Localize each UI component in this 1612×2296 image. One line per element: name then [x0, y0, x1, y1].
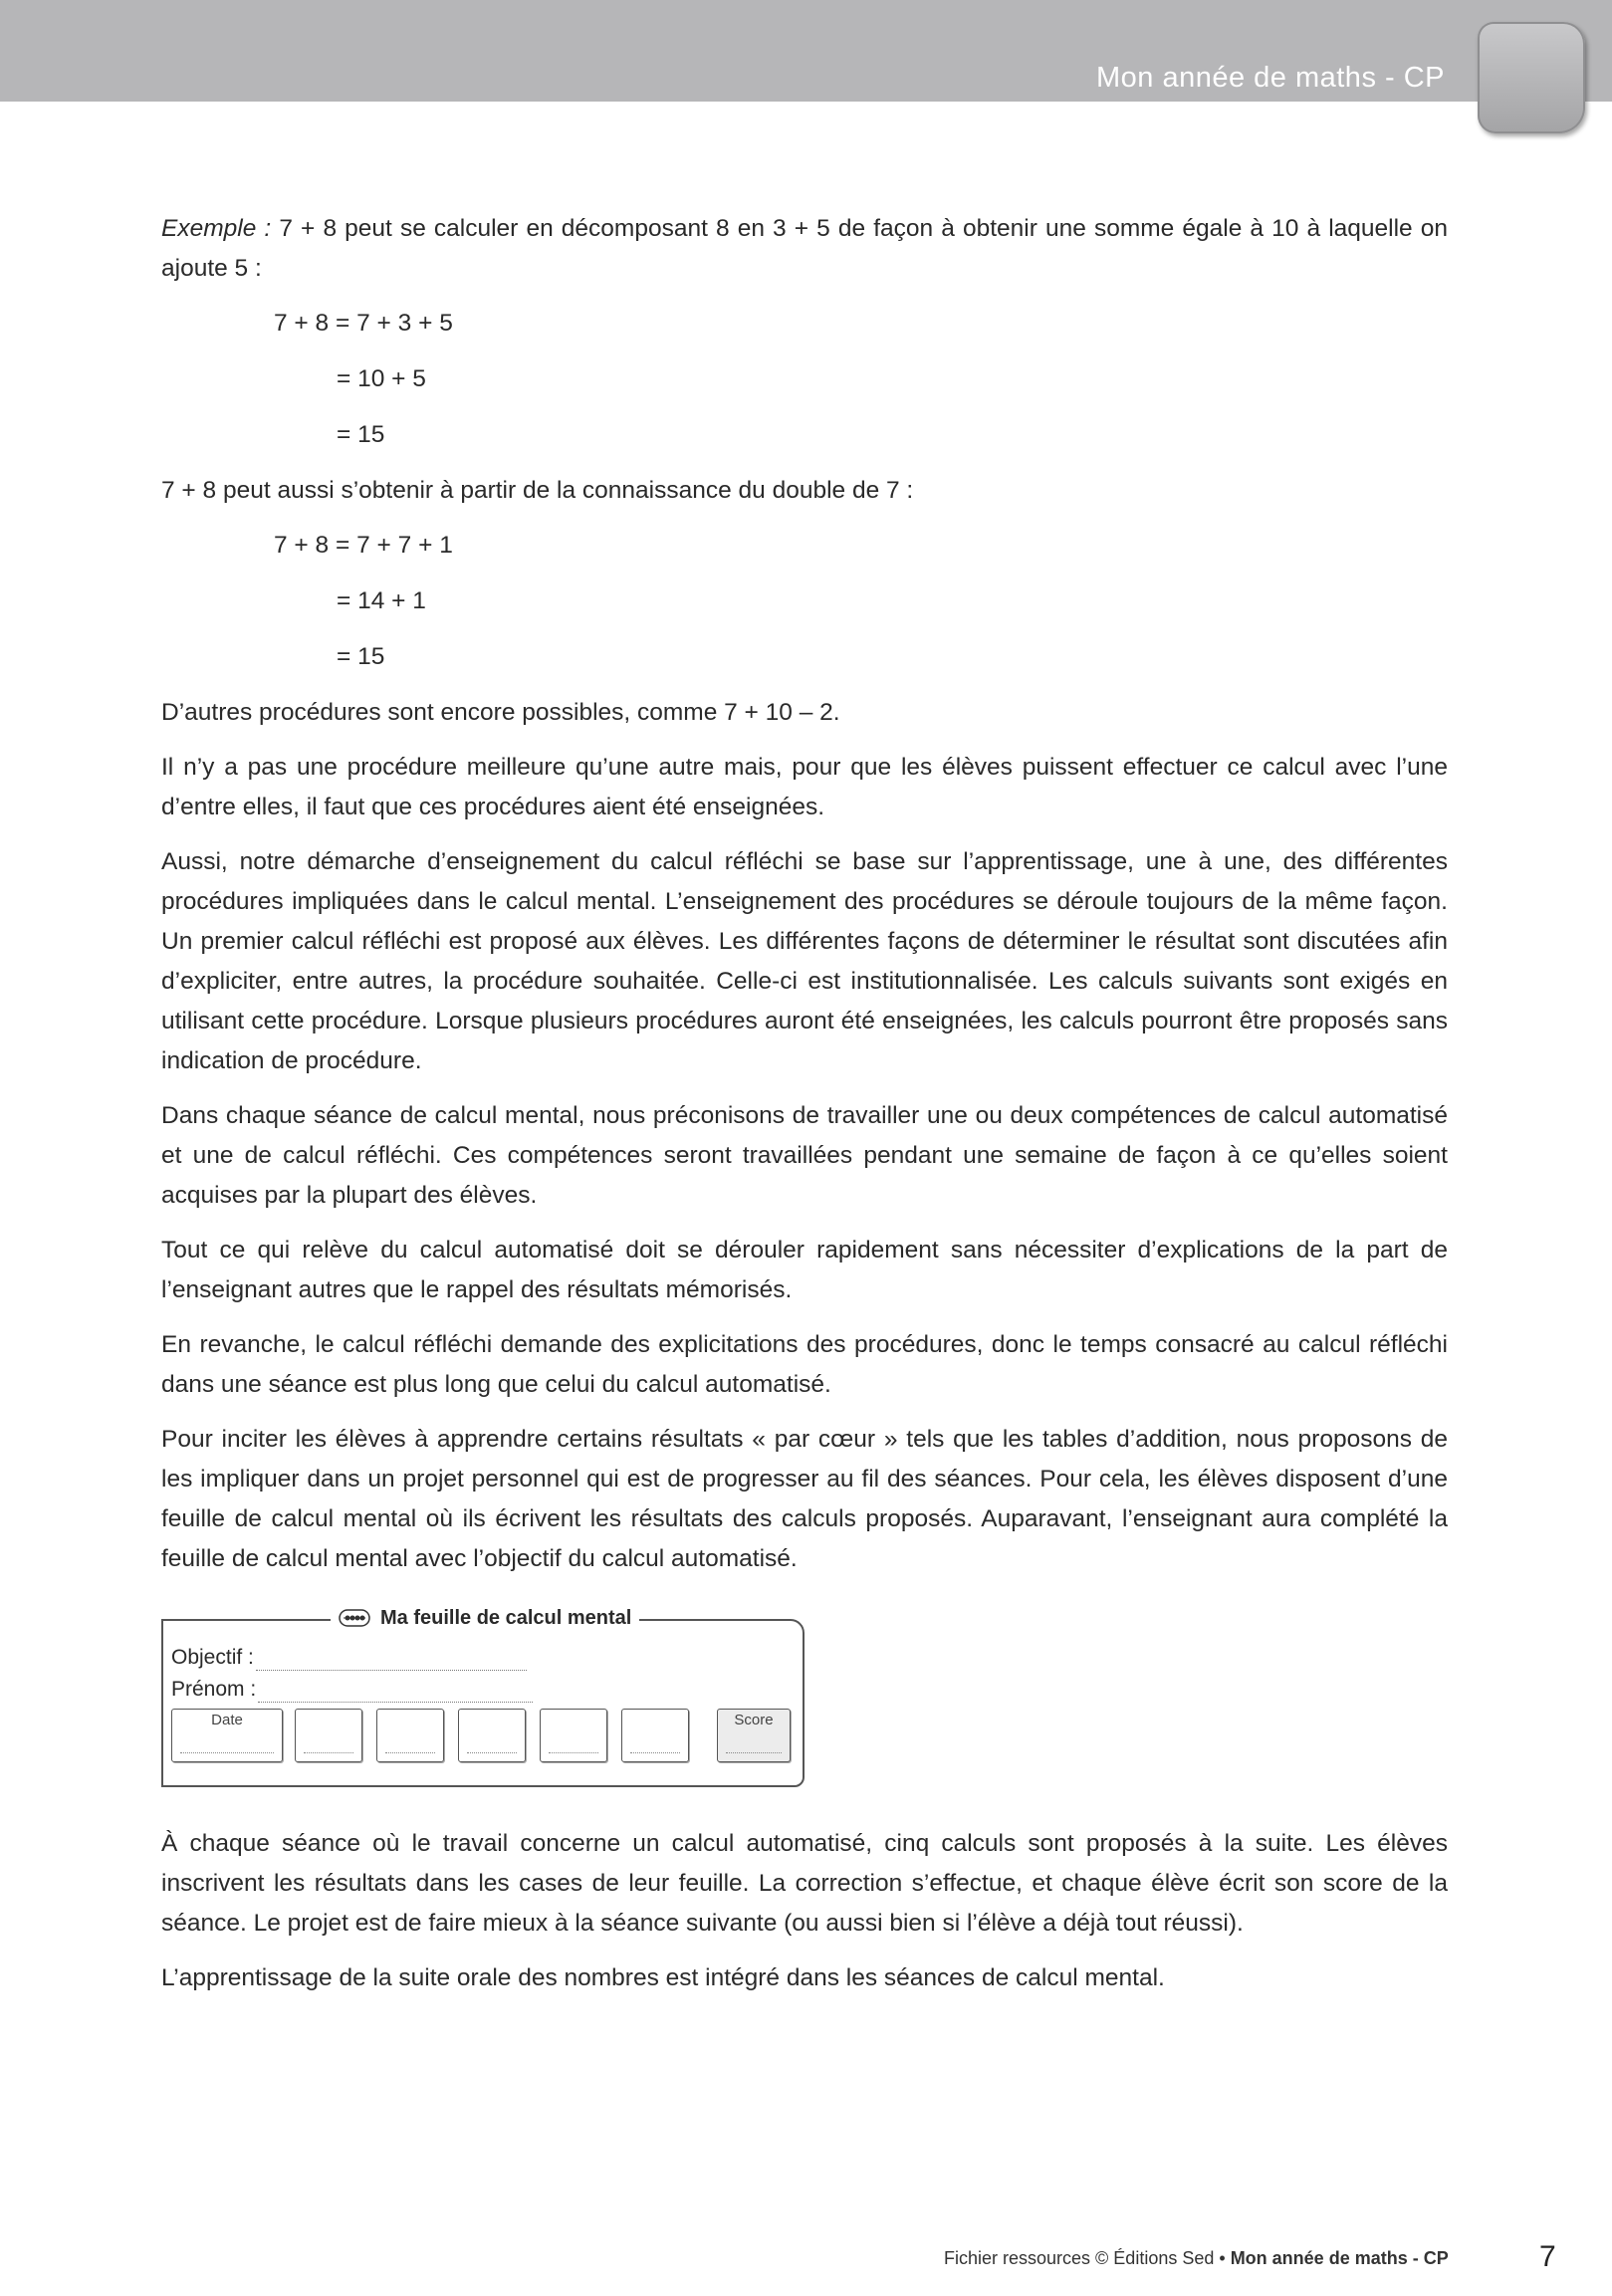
example-text: 7 + 8 peut se calculer en décomposant 8 en 3 + 5 de façon à obtenir une somme égale à 10 à laquelle on ajoute 5 : [161, 215, 1449, 282]
footer-text: Fichier ressources © Éditions Sed • [944, 2248, 1231, 2268]
answer-dots [549, 1752, 598, 1753]
double-paragraph: 7 + 8 peut aussi s’obtenir à partir de la connaissance du double de 7 : [161, 477, 914, 504]
prenom-label: Prénom : [171, 1678, 257, 1701]
sheet-title [331, 1605, 639, 1631]
paragraph: En revanche, le calcul réfléchi demande des explicitations des procédures, donc le temps consacré au calcul réfléchi dans une séance est plus long que celui du calcul automatisé. [161, 1331, 1448, 1398]
footer [944, 2248, 1449, 2269]
paragraph: Pour inciter les élèves à apprendre certains résultats « par cœur » tels que les tables d’addition, nous proposons de les impliquer dans un projet personnel qui est de progresser au fil des séances. Pour cela, les élèves disposent d’une feuille de calcul mental où ils écrivent les résultats des calculs proposés. Auparavant, l’enseignant aura complété la feuille de calcul mental avec l’objectif du calcul automatisé. [161, 1426, 1448, 1572]
date-box [171, 1709, 283, 1762]
objectif-label: Objectif : [171, 1646, 254, 1669]
answer-dots [467, 1752, 517, 1753]
paragraph: Il n’y a pas une procédure meilleure qu’une autre mais, pour que les élèves puissent effectuer ce calcul avec l’une d’entre elles, il faut que ces procédures aient été enseignées. [161, 754, 1448, 820]
prenom-dots [258, 1684, 533, 1703]
paragraph: Aussi, notre démarche d’enseignement du calcul réfléchi se base sur l’apprentissage, une à une, des différentes procédures impliquées dans le calcul mental. L’enseignement des procédures se déroule toujours de la même façon. Un premier calcul réfléchi est proposé aux élèves. Les différentes façons de déterminer le résultat sont discutées afin d’expliciter, entre autres, la procédure souhaitée. Celle-ci est institutionnalisée. Les calculs suivants sont exigés en utilisant cette procédure. Lorsque plusieurs procédures auront été enseignées, les calculs pourront être proposés sans indication de procédure. [161, 848, 1448, 1074]
sheet-title-text: Ma feuille de calcul mental [380, 1607, 632, 1629]
equation-line: = 14 + 1 [337, 587, 426, 614]
date-dots [180, 1752, 274, 1753]
paragraph: Tout ce qui relève du calcul automatisé doit se dérouler rapidement sans nécessiter d’explications de la part de l’enseignant autres que le rappel des résultats mémorisés. [161, 1237, 1448, 1303]
equation-line: 7 + 8 = 7 + 3 + 5 [274, 310, 453, 337]
footer-title: Mon année de maths - CP [1230, 2248, 1449, 2268]
answer-box [458, 1709, 526, 1762]
answer-box [376, 1709, 444, 1762]
answer-box [621, 1709, 689, 1762]
answer-box [295, 1709, 362, 1762]
score-label: Score [734, 1712, 774, 1728]
objectif-dots [256, 1652, 527, 1671]
score-box [717, 1709, 791, 1762]
paragraph: À chaque séance où le travail concerne un calcul automatisé, cinq calculs sont proposés à la suite. Les élèves inscrivent les résultats dans les cases de leur feuille. La correction s’effectue, et chaque élève écrit son score de la séance. Le projet est de faire mieux à la séance suivante (ou aussi bien si l’élève a déjà tout réussi). [161, 1830, 1448, 1937]
page-number: 7 [1539, 2240, 1556, 2273]
equation-line: = 15 [337, 643, 385, 670]
calcul-mental-sheet-figure [161, 1597, 1448, 1806]
objectif-line [171, 1645, 527, 1671]
answer-dots [385, 1752, 435, 1753]
answer-dots [304, 1752, 353, 1753]
equation-line: = 10 + 5 [337, 365, 426, 392]
page-content [161, 209, 1448, 2013]
sheet-frame [161, 1619, 805, 1787]
date-label: Date [211, 1712, 243, 1728]
paragraph: D’autres procédures sont encore possibles, comme 7 + 10 – 2. [161, 699, 840, 726]
example-label: Exemple : [161, 215, 272, 242]
example-paragraph [161, 209, 1448, 289]
equation-line: 7 + 8 = 7 + 7 + 1 [274, 532, 453, 559]
paragraph: Dans chaque séance de calcul mental, nous préconisons de travailler une ou deux compétences de calcul automatisé et une de calcul réfléchi. Ces compétences seront travaillées pendant une semaine de façon à ce qu’elles soient acquises par la plupart des élèves. [161, 1102, 1448, 1209]
answer-box [540, 1709, 607, 1762]
score-dots [726, 1752, 782, 1753]
paragraph: L’apprentissage de la suite orale des nombres est intégré dans les séances de calcul mental. [161, 1964, 1165, 1991]
header-tab-decoration [1478, 22, 1585, 133]
equation-line: = 15 [337, 421, 385, 448]
header-title: Mon année de maths - CP [1095, 62, 1445, 94]
abacus-icon [339, 1609, 370, 1627]
prenom-line [171, 1677, 533, 1703]
answer-dots [630, 1752, 680, 1753]
